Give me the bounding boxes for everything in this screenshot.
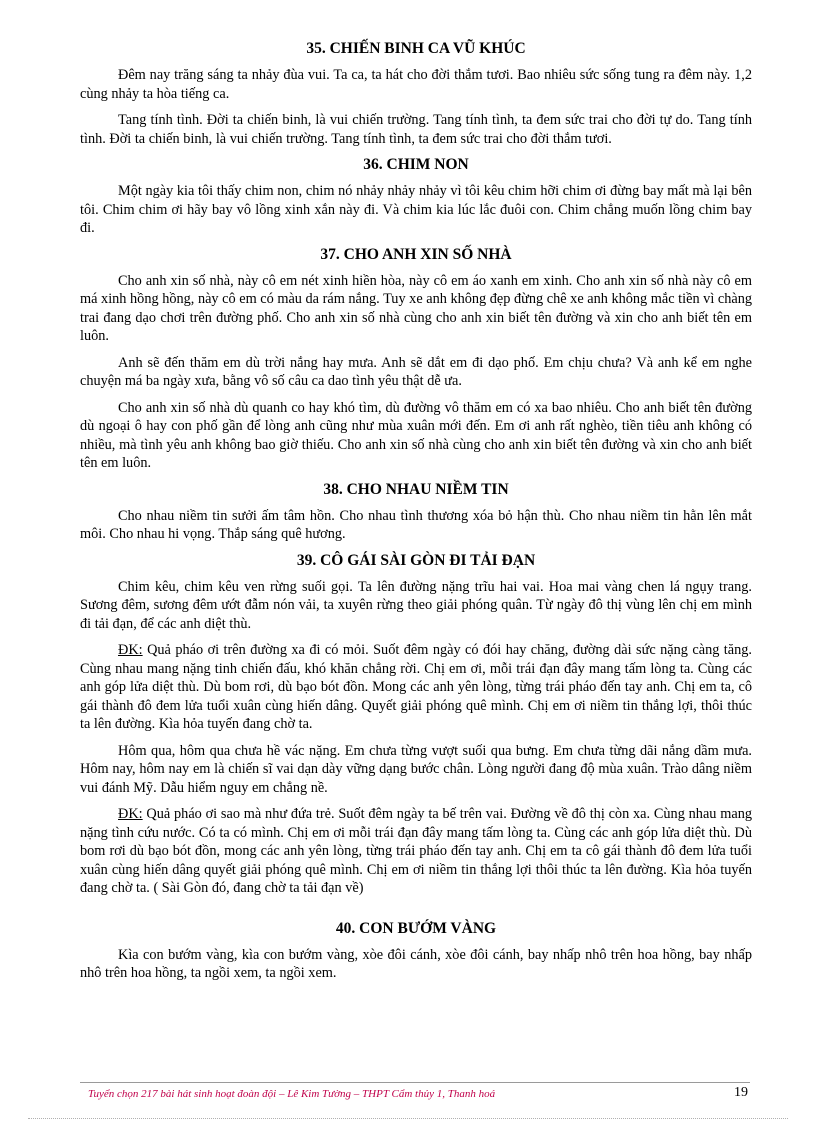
page-number: 19: [734, 1085, 748, 1100]
song-title: 37. CHO ANH XIN SỐ NHÀ: [320, 245, 512, 263]
song-paragraph: Hôm qua, hôm qua chưa hề vác nặng. Em chưa từng vượt suối qua bưng. Em chưa từng dãi nắng dầm mưa. Hôm nay, hôm nay em là chiến sĩ vai dạn dày vững dạng bước chân. Lòng người đang độ mùa xuân. Trào dâng niềm vui đánh Mỹ. Dẫu hiểm nguy em chẳng nề.: [80, 742, 752, 796]
song-39: [80, 552, 752, 898]
page-footer: [80, 1082, 750, 1113]
song-40: [80, 920, 752, 983]
song-paragraph: Anh sẽ đến thăm em dù trời nắng hay mưa. Anh sẽ dắt em đi dạo phố. Em chịu chưa? Và anh kể em nghe chuyện má ba ngày xưa, bằng vô số câu ca dao tình yêu thật dễ ưa.: [80, 354, 752, 389]
song-title: 36. CHIM NON: [363, 156, 469, 173]
refrain-paragraph: [80, 805, 752, 898]
song-paragraph: Cho anh xin số nhà dù quanh co hay khó tìm, dù đường vô thăm em có xa bao nhiêu. Cho anh biết tên đường dù ngoại ô hay con phố gần để lòng anh cũng như mùa xuân mới đến. Em ơi anh rất nghèo, tiền tiêu anh không có nhiều, mà tình yêu anh không bao giờ thiếu. Cho anh xin số nhà cùng cho anh xin biết tên đường và xin cho anh biết tên em luôn.: [80, 399, 752, 471]
refrain-paragraph: [80, 641, 752, 734]
refrain-text: Quả pháo ơi sao mà như đứa trẻ. Suốt đêm ngày ta bế trên vai. Đường về đô thị còn xa. Cùng nhau mang nặng tình cứu nước. Có ta có mình. Chị em ơi mỗi trái đạn đây mang tấm lòng ta. Cùng các anh góp lửa diệt thù. Dù bom rơi dù bạo bót đồn, mong các anh yên lòng, từng trái pháo đến tay anh. Chị em ta cô gái thành đô đem lửa tuổi xuân cùng hiến dâng quyết giải phóng quê mình. Chị em ơi niềm tin thắng lợi thôi thúc ta lên đường. Kìa hỏa tuyến đang chờ ta. ( Sài Gòn đó, đang chờ ta tải đạn về): [80, 806, 752, 896]
song-paragraph: Tang tính tình. Đời ta chiến binh, là vui chiến trường. Tang tính tình, ta đem sức trai cho đời tự do. Tang tính tình. Đời ta chiến binh, là vui chiến trường. Tang tính tình, ta đem sức trai cho đời thắm tươi.: [80, 112, 752, 147]
song-title: 39. CÔ GÁI SÀI GÒN ĐI TẢI ĐẠN: [296, 551, 536, 569]
song-paragraph: Chim kêu, chim kêu ven rừng suối gọi. Ta lên đường nặng trĩu hai vai. Hoa mai vàng chen lá ngụy trang. Sương đêm, sương đêm ướt đẫm nón vải, ta xuyên rừng theo giải phóng quân. Từ ngày đô thị vùng lên chị em mình đi tải đạn, để các anh diệt thù.: [80, 578, 752, 632]
refrain-text: Quả pháo ơi trên đường xa đi có mỏi. Suốt đêm ngày có đói hay chăng, đường dài sức nặng càng tăng. Cùng nhau mang nặng tinh chiến đấu, khó khăn chẳng rời. Chị em ơi, mỗi trái đạn đây mang tấm lòng ta. Cùng các anh góp lửa diệt thù. Dù bom rơi, dù bạo bót đồn. Mong các anh yên lòng, từng trái pháo đến tay anh. Chị em ta, cô gái thành đô đem lửa tuổi xuân cùng hiến dâng. Quyết giải phóng quê mình. Chị em ơi niềm tin thắng lợi, thôi thúc ta lên đường. Kìa hỏa tuyến đang chờ ta.: [80, 642, 752, 732]
song-paragraph: Cho anh xin số nhà, này cô em nét xinh hiền hòa, này cô em áo xanh em xinh. Cho anh xin số nhà này cô em má xinh hồng hồng, này cô em có màu da rám nắng. Tuy xe anh không đẹp đừng chê xe anh không mắc tiền vì chàng trai đang dạo chơi trên đường phố. Cho anh xin số nhà cùng cho anh xin biết tên đường và xin cho anh biết tên em luôn.: [80, 272, 753, 344]
song-paragraph: Một ngày kia tôi thấy chim non, chim nó nhảy nhảy nhảy vì tôi kêu chim hỡi chim ơi đừng bay mất mà lại bên tôi. Chim chim ơi hãy bay vô lồng xinh xắn này đi. Và chim kia lúc lắc đuôi con. Chim chẳng muốn lồng chim bay đi.: [80, 183, 752, 236]
song-38: [80, 481, 752, 544]
song-36: [80, 156, 752, 238]
song-paragraph: Cho nhau niềm tin sưởi ấm tâm hồn. Cho nhau tình thương xóa bỏ hận thù. Cho nhau niềm tin hằn lên mắt môi. Cho nhau hi vọng. Thắp sáng quê hương.: [80, 507, 752, 542]
songs-list: [80, 36, 752, 991]
refrain-label: ĐK:: [118, 642, 143, 658]
song-paragraph: Kìa con bướm vàng, kìa con bướm vàng, xòe đôi cánh, xòe đôi cánh, bay nhấp nhô trên hoa hồng, bay nhấp nhô trên hoa hồng, ta ngồi xem, ta ngồi xem.: [80, 946, 752, 981]
footer-text: Tuyển chọn 217 bài hát sinh hoạt đoàn đội – Lê Kim Tường – THPT Cẩm thủy 1, Thanh hoá: [88, 1088, 496, 1100]
song-title: 38. CHO NHAU NIỀM TIN: [323, 480, 509, 498]
song-title: 35. CHIẾN BINH CA VŨ KHÚC: [306, 40, 526, 57]
song-paragraph: Đêm nay trăng sáng ta nhảy đùa vui. Ta ca, ta hát cho đời thắm tươi. Bao nhiêu sức sống tung ra đêm này. 1,2 cùng nhảy ta hòa tiếng ca.: [80, 67, 752, 102]
bottom-divider: [28, 1118, 788, 1119]
song-37: [80, 246, 752, 473]
refrain-label: ĐK:: [118, 806, 143, 822]
song-title: 40. CON BƯỚM VÀNG: [335, 919, 497, 937]
song-35: [80, 40, 752, 148]
